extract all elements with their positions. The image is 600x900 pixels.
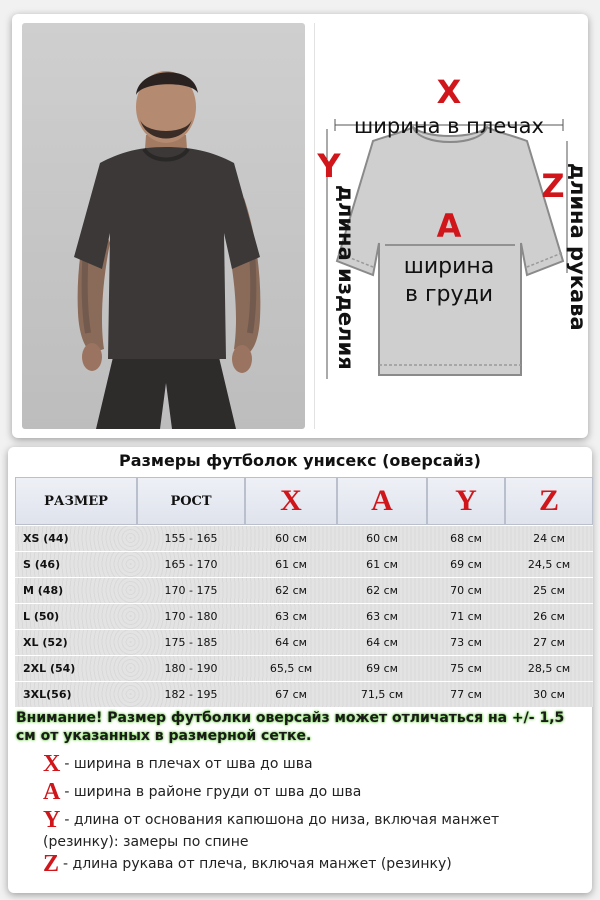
cell-a: 62 см — [337, 577, 427, 603]
table-row — [15, 577, 593, 603]
cell-z: 24,5 см — [505, 551, 593, 577]
legend-text-a: - ширина в районе груди от шва до шва — [64, 784, 362, 800]
cell-z: 30 см — [505, 681, 593, 707]
y-label: Y — [317, 147, 341, 185]
model-photo — [22, 23, 305, 429]
cell-z: 24 см — [505, 525, 593, 551]
cell-z: 27 см — [505, 629, 593, 655]
model-figure — [22, 23, 305, 429]
z-label: Z — [541, 167, 565, 205]
cell-size: XS (44) — [15, 525, 137, 551]
cell-height: 165 - 170 — [137, 551, 245, 577]
z-text: длина рукава — [566, 163, 590, 331]
tshirt-diagram — [315, 23, 590, 429]
size-table — [15, 477, 593, 707]
table-row — [15, 603, 593, 629]
cell-x: 65,5 см — [245, 655, 337, 681]
table-header-row — [15, 477, 593, 525]
cell-x: 63 см — [245, 603, 337, 629]
table-row — [15, 681, 593, 707]
legend-text-x: - ширина в плечах от шва до шва — [64, 756, 313, 772]
cell-height: 175 - 185 — [137, 629, 245, 655]
legend-item-z — [43, 853, 573, 875]
cell-height: 170 - 175 — [137, 577, 245, 603]
legend-letter-a: A — [43, 779, 61, 805]
cell-y: 77 см — [427, 681, 505, 707]
size-chart-card — [8, 447, 592, 893]
cell-a: 64 см — [337, 629, 427, 655]
x-label: X — [436, 73, 462, 111]
cell-z: 28,5 см — [505, 655, 593, 681]
cell-z: 25 см — [505, 577, 593, 603]
legend-item-a — [43, 781, 573, 803]
cell-height: 155 - 165 — [137, 525, 245, 551]
cell-x: 62 см — [245, 577, 337, 603]
cell-x: 67 см — [245, 681, 337, 707]
cell-height: 182 - 195 — [137, 681, 245, 707]
cell-y: 68 см — [427, 525, 505, 551]
size-warning-note: Внимание! Размер футболки оверсайз может отличаться на +/- 1,5 см от указанных в размерной сетке. — [16, 710, 565, 744]
cell-y: 75 см — [427, 655, 505, 681]
cell-x: 61 см — [245, 551, 337, 577]
cell-x: 64 см — [245, 629, 337, 655]
cell-height: 170 - 180 — [137, 603, 245, 629]
cell-y: 69 см — [427, 551, 505, 577]
cell-y: 71 см — [427, 603, 505, 629]
cell-a: 69 см — [337, 655, 427, 681]
legend-item-y — [43, 809, 573, 853]
legend-letter-y: Y — [43, 807, 61, 833]
header-size: РАЗМЕР — [15, 477, 137, 525]
header-height: РОСТ — [137, 477, 245, 525]
cell-y: 70 см — [427, 577, 505, 603]
table-row — [15, 629, 593, 655]
cell-size: S (46) — [15, 551, 137, 577]
a-text-line1: ширина — [403, 254, 495, 279]
cell-size: L (50) — [15, 603, 137, 629]
measurement-diagram — [314, 23, 590, 429]
a-label: A — [436, 207, 462, 245]
header-z: Z — [505, 477, 593, 525]
table-row — [15, 551, 593, 577]
cell-a: 71,5 см — [337, 681, 427, 707]
a-text-line2: в груди — [404, 282, 494, 307]
cell-size: XL (52) — [15, 629, 137, 655]
cell-size: 3XL(56) — [15, 681, 137, 707]
header-a: A — [337, 477, 427, 525]
y-text: длина изделия — [334, 185, 358, 370]
cell-x: 60 см — [245, 525, 337, 551]
legend-item-x — [43, 753, 573, 775]
cell-a: 61 см — [337, 551, 427, 577]
cell-size: 2XL (54) — [15, 655, 137, 681]
legend-letter-z: Z — [43, 851, 60, 877]
legend-text-z: - длина рукава от плеча, включая манжет (резинку) — [63, 856, 452, 872]
cell-z: 26 см — [505, 603, 593, 629]
cell-a: 63 см — [337, 603, 427, 629]
cell-a: 60 см — [337, 525, 427, 551]
legend-text-y: - длина от основания капюшона до низа, включая манжет (резинку): замеры по спине — [43, 812, 500, 850]
cell-y: 73 см — [427, 629, 505, 655]
header-x: X — [245, 477, 337, 525]
product-image-card — [12, 14, 588, 438]
cell-height: 180 - 190 — [137, 655, 245, 681]
table-row — [15, 655, 593, 681]
table-row — [15, 525, 593, 551]
size-chart-title: Размеры футболок унисекс (оверсайз) — [119, 451, 481, 470]
x-text: ширина в плечах — [354, 114, 544, 138]
cell-size: M (48) — [15, 577, 137, 603]
legend-letter-x: X — [43, 751, 61, 777]
header-y: Y — [427, 477, 505, 525]
